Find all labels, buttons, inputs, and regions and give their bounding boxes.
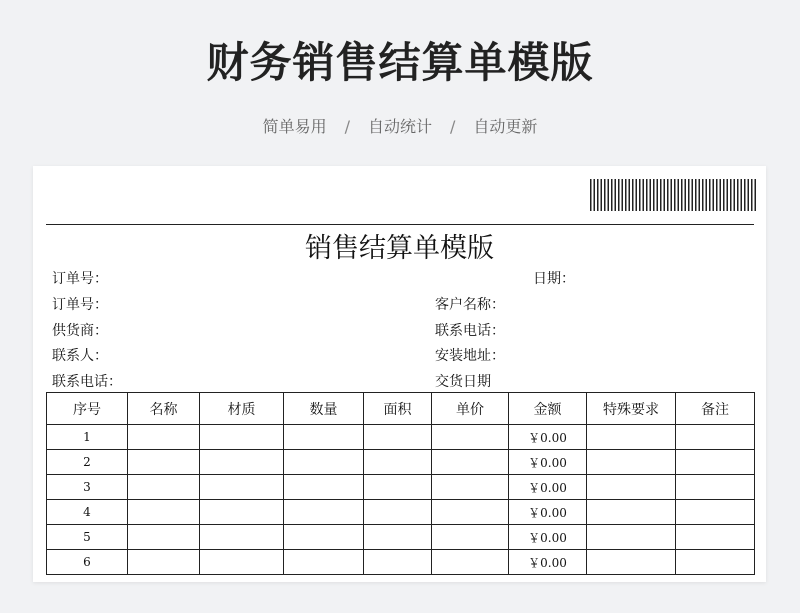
page-title: 财务销售结算单模版 — [206, 38, 594, 87]
table-row — [47, 525, 755, 550]
quantity-cell[interactable] — [284, 550, 364, 575]
name-cell[interactable] — [128, 550, 200, 575]
customer-name-label: 客户名称： — [435, 297, 505, 313]
special-requirement-cell[interactable] — [587, 550, 676, 575]
unit-price-cell[interactable] — [432, 525, 509, 550]
remark-cell[interactable] — [676, 450, 755, 475]
tag-separator: / — [450, 117, 456, 136]
amount-cell: ￥0.00 — [509, 450, 587, 475]
column-header: 序号 — [47, 393, 128, 425]
quantity-cell[interactable] — [284, 475, 364, 500]
column-header: 数量 — [284, 393, 364, 425]
remark-cell[interactable] — [676, 475, 755, 500]
remark-cell[interactable] — [676, 425, 755, 450]
tag-separator: / — [344, 117, 350, 136]
column-header: 材质 — [200, 393, 284, 425]
amount-cell: ￥0.00 — [509, 500, 587, 525]
unit-price-cell[interactable] — [432, 425, 509, 450]
remark-cell[interactable] — [676, 525, 755, 550]
document-title: 销售结算单模版 — [305, 233, 494, 264]
row-number: 2 — [47, 450, 128, 475]
row-number: 4 — [47, 500, 128, 525]
special-requirement-cell[interactable] — [587, 525, 676, 550]
material-cell[interactable] — [200, 425, 284, 450]
quantity-cell[interactable] — [284, 500, 364, 525]
barcode-icon — [590, 179, 756, 211]
area-cell[interactable] — [364, 525, 432, 550]
area-cell[interactable] — [364, 425, 432, 450]
name-cell[interactable] — [128, 500, 200, 525]
unit-price-cell[interactable] — [432, 475, 509, 500]
special-requirement-cell[interactable] — [587, 450, 676, 475]
material-cell[interactable] — [200, 500, 284, 525]
table-row — [47, 475, 755, 500]
amount-cell: ￥0.00 — [509, 550, 587, 575]
date-label: 日期： — [533, 271, 575, 287]
row-number: 1 — [47, 425, 128, 450]
column-header: 特殊要求 — [587, 393, 676, 425]
feature-tags — [0, 114, 800, 137]
order-number-label: 订单号： — [52, 297, 108, 313]
amount-cell: ￥0.00 — [509, 525, 587, 550]
contact-person-label: 联系人： — [52, 348, 108, 364]
tag-auto-stat: 自动统计 — [367, 117, 432, 136]
area-cell[interactable] — [364, 450, 432, 475]
contact-phone-left-label: 联系电话： — [52, 374, 122, 390]
area-cell[interactable] — [364, 500, 432, 525]
name-cell[interactable] — [128, 475, 200, 500]
contact-phone-right-label: 联系电话： — [435, 323, 505, 339]
name-cell[interactable] — [128, 525, 200, 550]
quantity-cell[interactable] — [284, 425, 364, 450]
tag-auto-update: 自动更新 — [473, 117, 538, 136]
area-cell[interactable] — [364, 550, 432, 575]
special-requirement-cell[interactable] — [587, 500, 676, 525]
quantity-cell[interactable] — [284, 525, 364, 550]
delivery-date-label: 交货日期 — [435, 374, 491, 390]
table-row — [47, 450, 755, 475]
area-cell[interactable] — [364, 475, 432, 500]
row-number: 6 — [47, 550, 128, 575]
table-row — [47, 550, 755, 575]
special-requirement-cell[interactable] — [587, 425, 676, 450]
row-number: 5 — [47, 525, 128, 550]
items-table — [46, 392, 755, 575]
name-cell[interactable] — [128, 450, 200, 475]
amount-cell: ￥0.00 — [509, 425, 587, 450]
remark-cell[interactable] — [676, 500, 755, 525]
install-address-label: 安装地址： — [435, 348, 505, 364]
column-header: 单价 — [432, 393, 509, 425]
unit-price-cell[interactable] — [432, 500, 509, 525]
order-number-top-label: 订单号： — [52, 271, 108, 287]
table-row — [47, 500, 755, 525]
name-cell[interactable] — [128, 425, 200, 450]
tag-easy: 简单易用 — [262, 117, 327, 136]
supplier-label: 供货商： — [52, 323, 108, 339]
special-requirement-cell[interactable] — [587, 475, 676, 500]
remark-cell[interactable] — [676, 550, 755, 575]
document-sheet — [33, 166, 766, 582]
row-number: 3 — [47, 475, 128, 500]
quantity-cell[interactable] — [284, 450, 364, 475]
material-cell[interactable] — [200, 550, 284, 575]
unit-price-cell[interactable] — [432, 550, 509, 575]
table-header-row — [47, 393, 755, 425]
header-divider — [46, 224, 754, 225]
table-row — [47, 425, 755, 450]
column-header: 金额 — [509, 393, 587, 425]
material-cell[interactable] — [200, 450, 284, 475]
material-cell[interactable] — [200, 475, 284, 500]
amount-cell: ￥0.00 — [509, 475, 587, 500]
material-cell[interactable] — [200, 525, 284, 550]
column-header: 面积 — [364, 393, 432, 425]
column-header: 备注 — [676, 393, 755, 425]
column-header: 名称 — [128, 393, 200, 425]
unit-price-cell[interactable] — [432, 450, 509, 475]
